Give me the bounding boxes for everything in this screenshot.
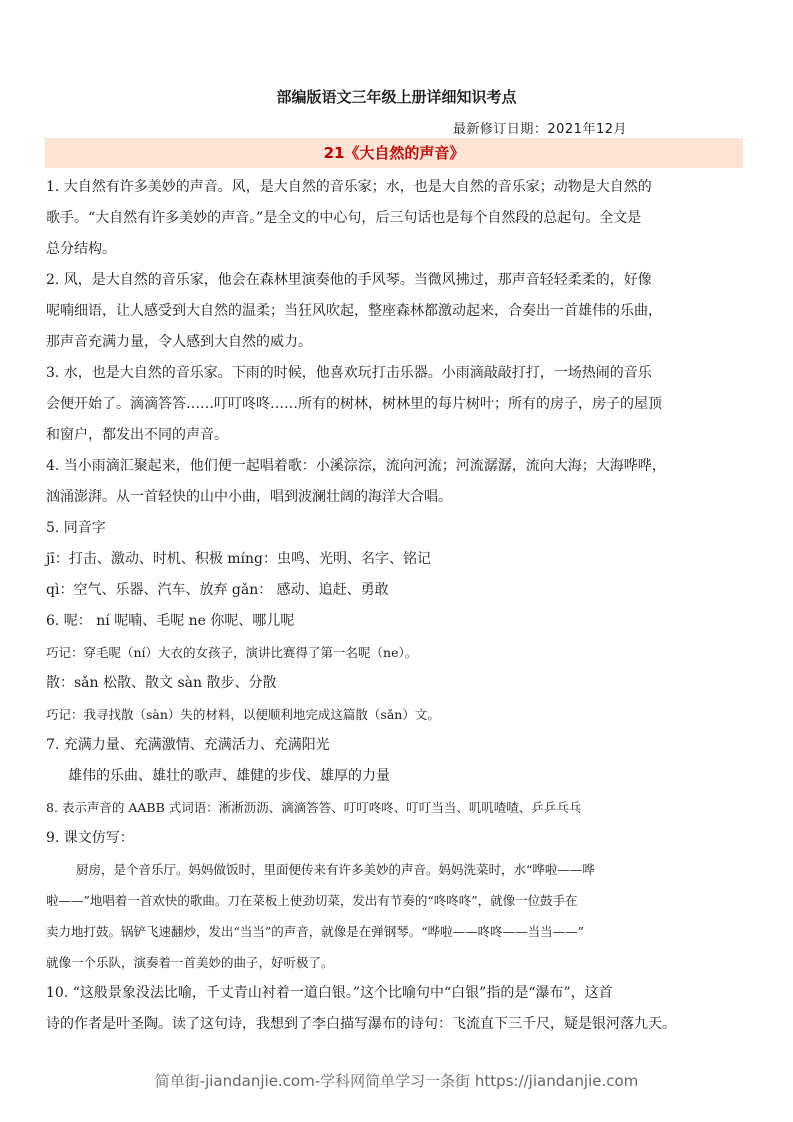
text-line: 歌手。“大自然有许多美妙的声音。”是全文的中心句，后三句话也是每个自然段的总起句。全文是 [46,210,642,226]
passage-line: 厨房，是个音乐厅。妈妈做饭时，里面便传来有许多美妙的声音。妈妈洗菜时，水“哗啦——哗 [76,862,595,877]
text-line: 呢喃细语，让人感受到大自然的温柔；当狂风吹起，整座森林都激动起来，合奏出一首雄伟的乐曲， [46,303,662,319]
text-line: 4. 当小雨滴汇聚起来，他们便一起唱着歌：小溪淙淙，流向河流；河流潺潺，流向大海；大海哗哗， [46,458,666,474]
lesson-title: 21《大自然的声音》 [45,138,743,168]
text-line: 散：sǎn 松散、散文 sàn 散步、分散 [46,675,277,691]
text-line: 汹涌澎湃。从一首轻快的山中小曲，唱到波澜壮阔的海洋大合唱。 [46,489,452,505]
passage-line: 啦——”地唱着一首欢快的歌曲。刀在菜板上使劲切菜，发出有节奏的“咚咚咚”，就像一位鼓手在 [46,893,578,908]
text-line: 1. 大自然有许多美妙的声音。风，是大自然的音乐家；水，也是大自然的音乐家；动物是大自然的 [46,179,652,195]
passage-line: 卖力地打鼓。锅铲飞速翻炒，发出“当当”的声音，就像是在弹钢琴。“哗啦——咚咚——当当——” [46,924,585,939]
footer-watermark: 简单街-jiandanjie.com-学科网简单学习一条街 https://jiandanjie.com [154,1072,639,1090]
text-line: 9. 课文仿写： [46,830,134,846]
text-line: 会便开始了。滴滴答答……叮叮咚咚……所有的树林，树林里的每片树叶；所有的房子，房子的屋顶 [46,396,662,412]
text-line: 3. 水，也是大自然的音乐家。下雨的时候，他喜欢玩打击乐器。小雨滴敲敲打打，一场热闹的音乐 [46,365,652,381]
text-line: qì：空气、乐器、汽车、放弃 gǎn： 感动、追赶、勇敢 [46,582,389,598]
text-line: 诗的作者是叶圣陶。读了这句诗，我想到了李白描写瀑布的诗句：飞流直下三千尺，疑是银河落九天。 [46,1016,676,1032]
text-line: 总分结构。 [46,241,116,257]
mnemonic-line: 巧记：穿毛呢（ní）大衣的女孩子，演讲比赛得了第一名呢（ne）。 [46,645,418,660]
text-line: 5. 同音字 [46,520,106,536]
text-line: 和窗户，都发出不同的声音。 [46,427,228,443]
passage-line: 就像一个乐队，演奏着一首美妙的曲子，好听极了。 [46,955,334,970]
text-line: 那声音充满力量，令人感到大自然的威力。 [46,334,312,350]
document-body [46,172,746,1040]
text-line: 10. “这般景象没法比喻，千丈青山衬着一道白银。”这个比喻句中“白银”指的是“瀑布”，这首 [46,985,613,1001]
text-line: jī：打击、激动、时机、积极 míng：虫鸣、光明、名字、铭记 [46,551,431,567]
mnemonic-line: 巧记：我寻找散（sàn）失的材料，以便顺利地完成这篇散（sǎn）文。 [46,707,440,722]
text-line: 8. 表示声音的 AABB 式词语：淅淅沥沥、滴滴答答、叮叮咚咚、叮叮当当、叽叽喳喳、乒乒乓乓 [46,800,582,815]
text-line: 2. 风，是大自然的音乐家，他会在森林里演奏他的手风琴。当微风拂过，那声音轻轻柔柔的，好像 [46,272,652,288]
text-line: 7. 充满力量、充满激情、充满活力、充满阳光 [46,737,330,753]
text-line: 雄伟的乐曲、雄壮的歌声、雄健的步伐、雄厚的力量 [68,768,390,784]
page-title: 部编版语文三年级上册详细知识考点 [276,88,517,106]
text-line: 6. 呢： ní 呢喃、毛呢 ne 你呢、哪儿呢 [46,613,295,629]
revision-date: 最新修订日期：2021年12月 [452,122,627,137]
